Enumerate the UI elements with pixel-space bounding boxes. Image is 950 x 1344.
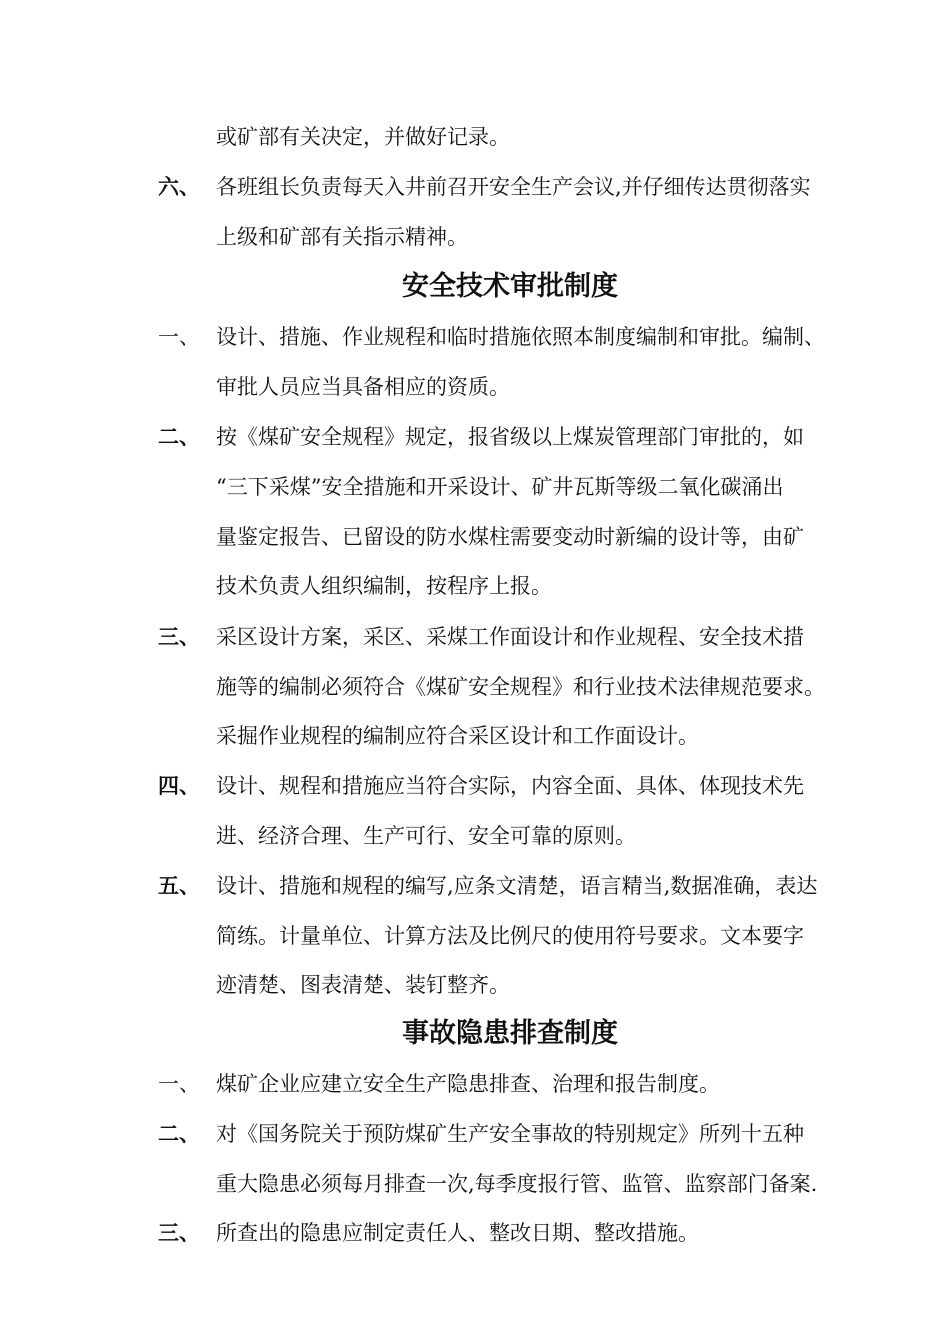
item-text: 技术负责人组织编制，按程序上报。 xyxy=(216,574,552,598)
item-text: 所查出的隐患应制定责任人、整改日期、整改措施。 xyxy=(216,1221,699,1245)
item-number: 一、 xyxy=(158,325,200,349)
item-number: 三、 xyxy=(158,1220,200,1245)
item-text: 对《国务院关于预防煤矿生产安全事故的特别规定》所列十五种 xyxy=(216,1122,804,1146)
item-text: 设计、措施、作业规程和临时措施依照本制度编制和审批。编制、 xyxy=(216,325,825,349)
item-number: 二、 xyxy=(158,1121,200,1146)
item-text: 采掘作业规程的编制应符合采区设计和工作面设计。 xyxy=(216,724,699,748)
item-text: 量鉴定报告、已留设的防水煤柱需要变动时新编的设计等，由矿 xyxy=(216,525,804,549)
continuation-text: 或矿部有关决定，并做好记录。 xyxy=(216,125,510,149)
item-number: 五、 xyxy=(158,873,200,898)
item-text: 各班组长负责每天入井前召开安全生产会议,并仔细传达贯彻落实 xyxy=(216,175,811,199)
item-text: 简练。计量单位、计算方法及比例尺的使用符号要求。文本要字 xyxy=(216,924,804,948)
item-number: 二、 xyxy=(158,424,200,449)
item-text: 迹清楚、图表清楚、装钉整齐。 xyxy=(216,973,510,997)
item-text: 上级和矿部有关指示精神。 xyxy=(216,225,468,249)
section-title-hazard: 事故隐患排查制度 xyxy=(402,1018,618,1049)
item-number: 三、 xyxy=(158,624,200,649)
item-text: “三下采煤”安全措施和开采设计、矿井瓦斯等级二氧化碳涌出 xyxy=(216,475,784,499)
item-text: 进、经济合理、生产可行、安全可靠的原则。 xyxy=(216,824,636,848)
item-text: 施等的编制必须符合《煤矿安全规程》和行业技术法律规范要求。 xyxy=(216,675,825,699)
item-text: 煤矿企业应建立安全生产隐患排查、治理和报告制度。 xyxy=(216,1072,720,1096)
item-number: 六、 xyxy=(158,174,200,199)
item-text: 重大隐患必须每月排查一次,每季度报行管、监管、监察部门备案. xyxy=(216,1172,818,1196)
item-number: 四、 xyxy=(158,773,200,798)
section-title-approval: 安全技术审批制度 xyxy=(402,271,618,302)
item-text: 设计、措施和规程的编写,应条文清楚，语言精当,数据准确，表达 xyxy=(216,874,818,898)
item-text: 审批人员应当具备相应的资质。 xyxy=(216,375,510,399)
item-text: 设计、规程和措施应当符合实际，内容全面、具体、体现技术先 xyxy=(216,774,804,798)
item-text: 采区设计方案，采区、采煤工作面设计和作业规程、安全技术措 xyxy=(216,625,804,649)
item-text: 按《煤矿安全规程》规定，报省级以上煤炭管理部门审批的，如 xyxy=(216,425,804,449)
item-number: 一、 xyxy=(158,1072,200,1096)
